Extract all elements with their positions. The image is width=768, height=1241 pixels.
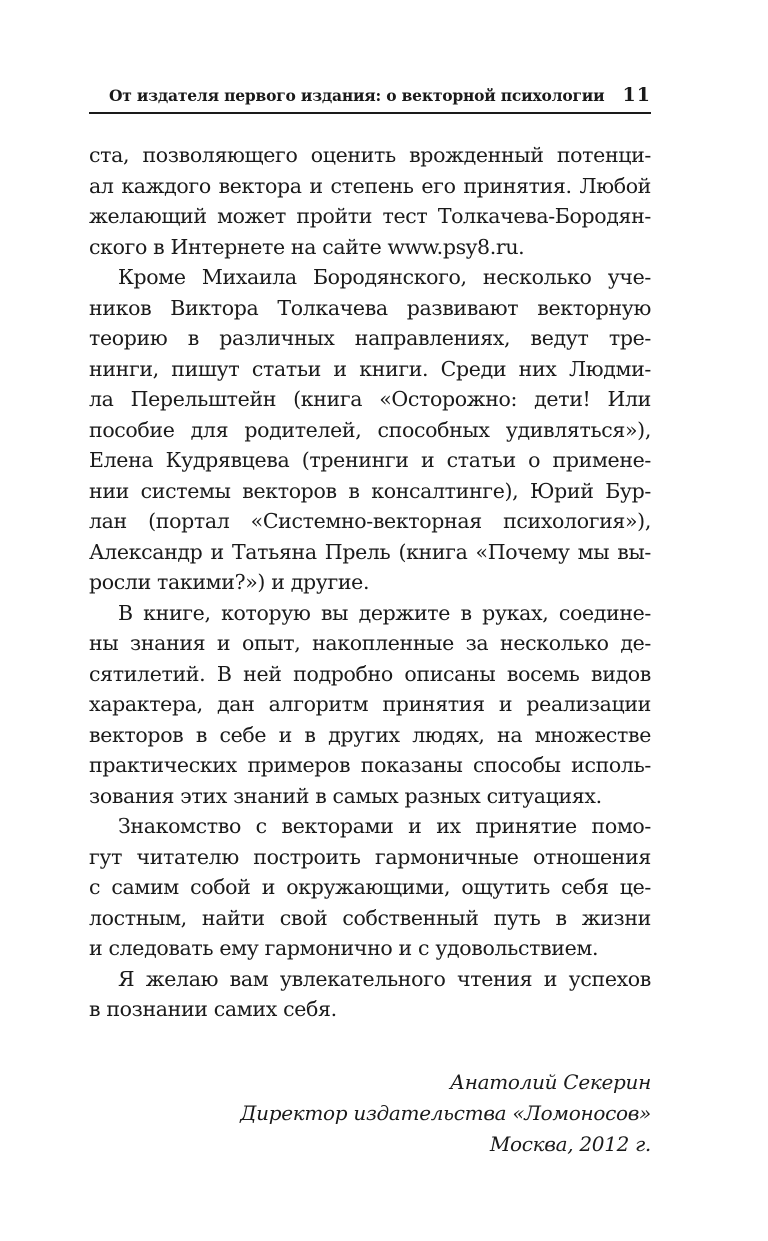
text-line: характера, дан алгоритм принятия и реализации (89, 692, 651, 716)
text-line: росли такими?») и другие. (89, 570, 370, 594)
text-line: желающий может пройти тест Толкачева-Бородян- (89, 204, 651, 228)
text-line: с самим собой и окружающими, ощутить себя це- (89, 875, 651, 899)
text-line: в познании самих себя. (89, 997, 337, 1021)
text-line: Я желаю вам увлекательного чтения и успехов (118, 966, 651, 991)
text-line: гут читателю построить гармоничные отношения (89, 844, 651, 869)
text-line: Елена Кудрявцева (тренинги и статьи о примене- (89, 448, 651, 472)
page-number: 11 (622, 84, 651, 106)
text-line: практических примеров показаны способы исполь- (89, 753, 651, 777)
signature-position: Директор издательства «Ломоносов» (240, 1100, 651, 1125)
text-line: ста, позволяющего оценить врожденный потенци- (89, 143, 651, 167)
text-line: сятилетий. В ней подробно описаны восемь видов (89, 661, 651, 686)
text-line: ла Перельштейн (книга «Осторожно: дети! Или (89, 387, 651, 411)
running-header (89, 84, 651, 114)
text-line: и следовать ему гармонично и с удовольствием. (89, 936, 599, 960)
text-line: В книге, которую вы держите в руках, соедине- (118, 600, 651, 625)
paragraph (89, 811, 651, 964)
text-line: векторов в себе и в других людях, на множестве (89, 722, 651, 747)
paragraph (89, 262, 651, 598)
running-title: От издателя первого издания: о векторной психологии (109, 86, 605, 105)
text-line: лостным, найти свой собственный путь в жизни (89, 905, 651, 930)
paragraph (89, 140, 651, 262)
book-page (89, 84, 651, 1160)
text-line: Знакомство с векторами и их принятие помо- (118, 814, 651, 838)
text-line: Кроме Михаила Бородянского, несколько уче- (118, 265, 651, 289)
text-line: теорию в различных направлениях, ведут тре- (89, 326, 651, 350)
signature-name: Анатолий Секерин (449, 1069, 651, 1094)
text-line: нии системы векторов в консалтинге), Юрий Бур- (89, 478, 651, 503)
text-line: лан (портал «Системно-векторная психология»), (89, 509, 651, 533)
text-line: пособие для родителей, способных удивляться»), (89, 417, 651, 442)
text-line: ны знания и опыт, накопленные за несколько де- (89, 631, 651, 655)
text-line: ского в Интернете на сайте www.psy8.ru. (89, 234, 525, 259)
paragraph (89, 598, 651, 812)
paragraph (89, 964, 651, 1025)
signature-place-date: Москва, 2012 г. (489, 1131, 651, 1156)
signature-block (89, 1067, 651, 1160)
text-line: ников Виктора Толкачева развивают векторную (89, 295, 651, 320)
body-text (89, 140, 651, 1025)
text-line: Александр и Татьяна Прель (книга «Почему мы вы- (89, 539, 651, 564)
text-line: ал каждого вектора и степень его принятия. Любой (89, 173, 651, 198)
text-line: зования этих знаний в самых разных ситуациях. (89, 783, 602, 808)
text-line: нинги, пишут статьи и книги. Среди них Людми- (89, 356, 651, 381)
